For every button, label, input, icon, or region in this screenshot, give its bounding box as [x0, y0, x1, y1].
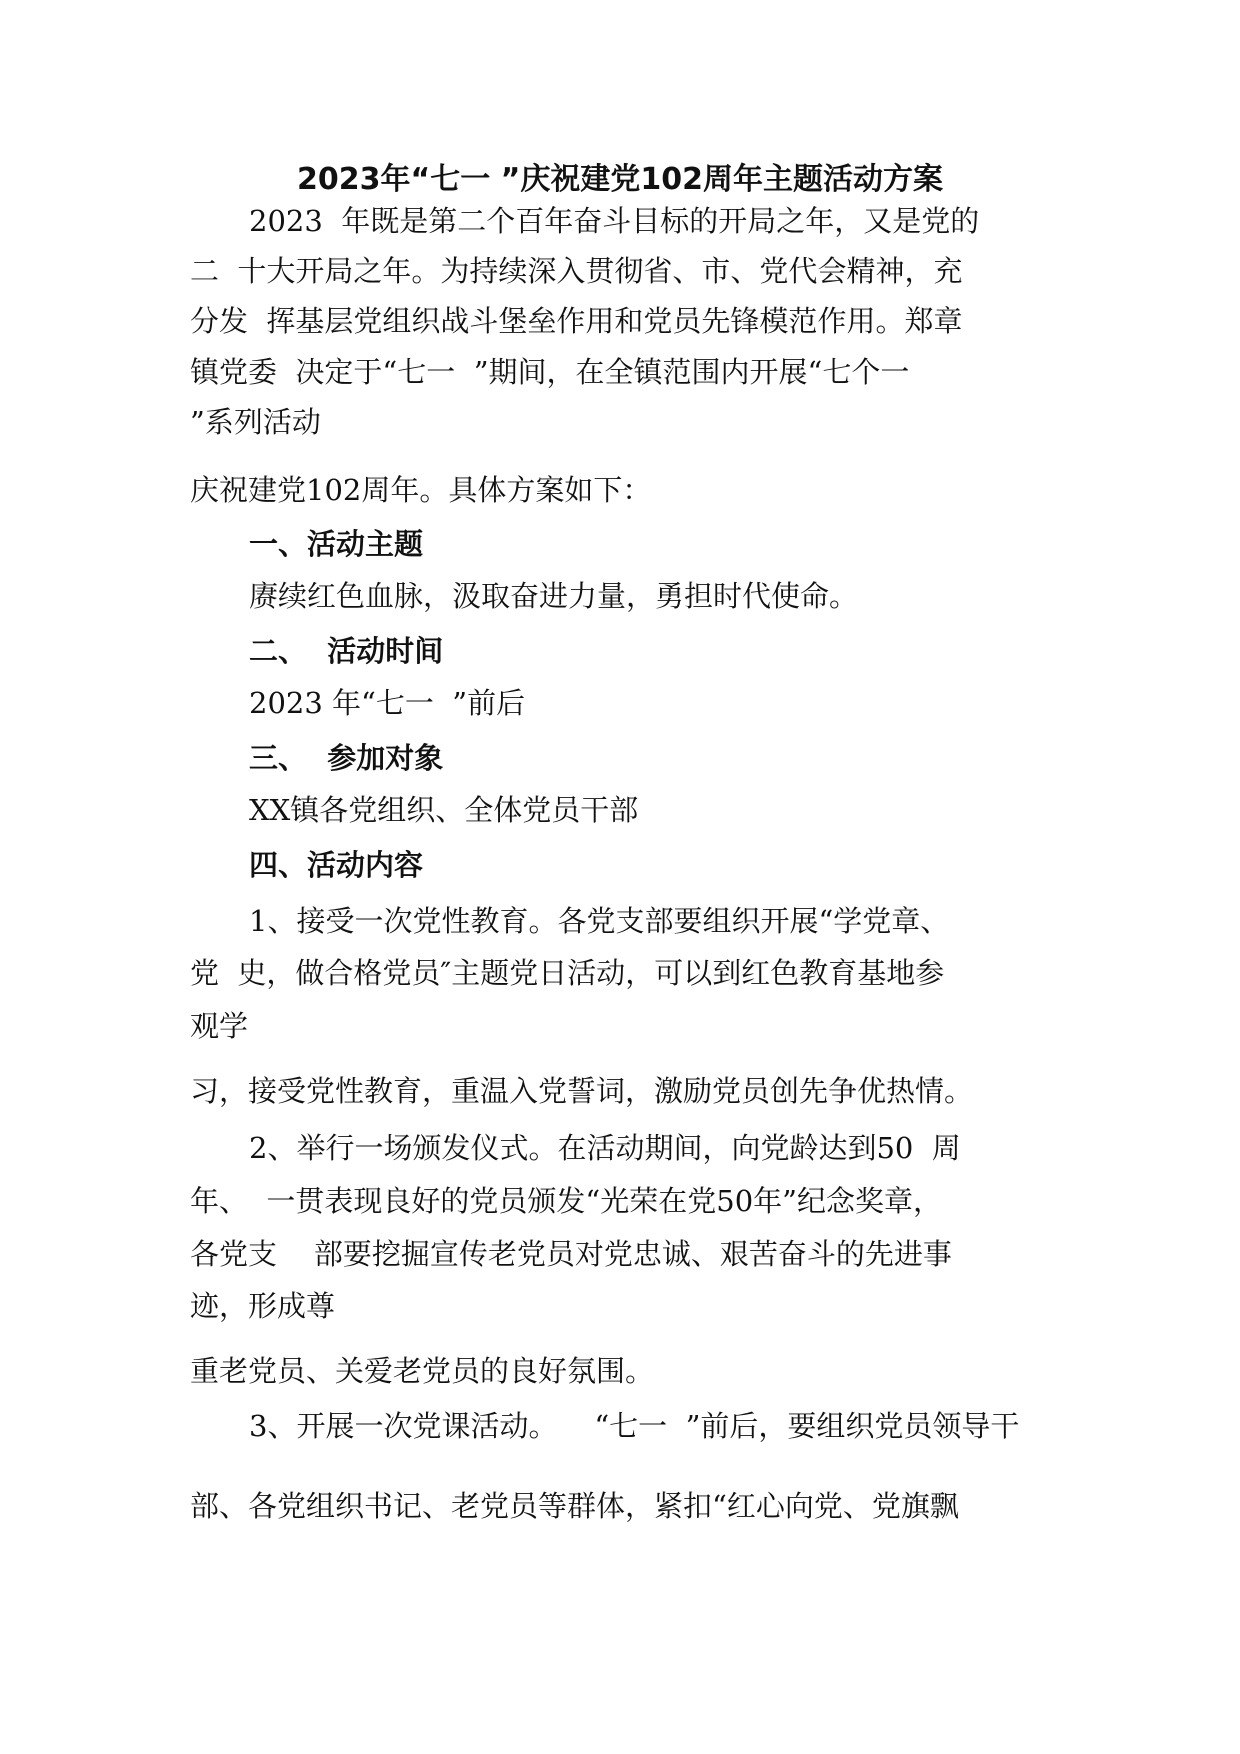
document-title: 2023年“七一 ”庆祝建党102周年主题活动方案 — [297, 162, 943, 197]
content-line-1: 1、接受一次党性教育。各党支部要组织开展“学党章、 — [249, 904, 950, 938]
intro-line-4: 镇党委 决定于“七一 ”期间，在全镇范围内开展“七个一 — [190, 355, 910, 389]
content-line-3: 观学 — [190, 1009, 249, 1043]
content-line-7: 各党支 部要挖掘宣传老党员对党忠诚、艰苦奋斗的先进事 — [190, 1237, 952, 1271]
intro-line-2: 二 十大开局之年。为持续深入贯彻省、市、党代会精神，充 — [190, 254, 963, 288]
section-heading-theme: 一、活动主题 — [249, 527, 424, 561]
content-line-5: 2、举行一场颁发仪式。在活动期间，向党龄达到50 周 — [249, 1131, 961, 1165]
section-heading-time: 二、 活动时间 — [249, 634, 444, 668]
content-line-11: 部、各党组织书记、老党员等群体，紧扣“红心向党、党旗飘 — [190, 1489, 959, 1523]
content-line-2: 党 史，做合格党员″主题党日活动，可以到红色教育基地参 — [190, 956, 945, 990]
section-heading-participants: 三、 参加对象 — [249, 741, 444, 775]
section-text-time: 2023 年“七一 ”前后 — [249, 686, 526, 720]
intro-line-1: 2023 年既是第二个百年奋斗目标的开局之年，又是党的 — [249, 204, 980, 238]
section-text-participants: XX镇各党组织、全体党员干部 — [249, 793, 639, 827]
content-line-10: 3、开展一次党课活动。 “七一 ”前后，要组织党员领导干 — [249, 1409, 1020, 1443]
content-line-9: 重老党员、关爱老党员的良好氛围。 — [190, 1354, 655, 1388]
content-line-6: 年、 一贯表现良好的党员颁发“光荣在党50年”纪念奖章， — [190, 1184, 942, 1218]
section-heading-content: 四、活动内容 — [249, 848, 424, 882]
intro-line-6: 庆祝建党102周年。具体方案如下： — [190, 473, 652, 507]
content-line-8: 迹，形成尊 — [190, 1289, 336, 1323]
content-line-4: 习，接受党性教育，重温入党誓词，激励党员创先争优热情。 — [190, 1074, 974, 1108]
intro-line-5: ”系列活动 — [190, 405, 321, 439]
section-text-theme: 赓续红色血脉，汲取奋进力量，勇担时代使命。 — [249, 579, 859, 613]
intro-line-3: 分发 挥基层党组织战斗堡垒作用和党员先锋模范作用。郑章 — [190, 304, 963, 338]
